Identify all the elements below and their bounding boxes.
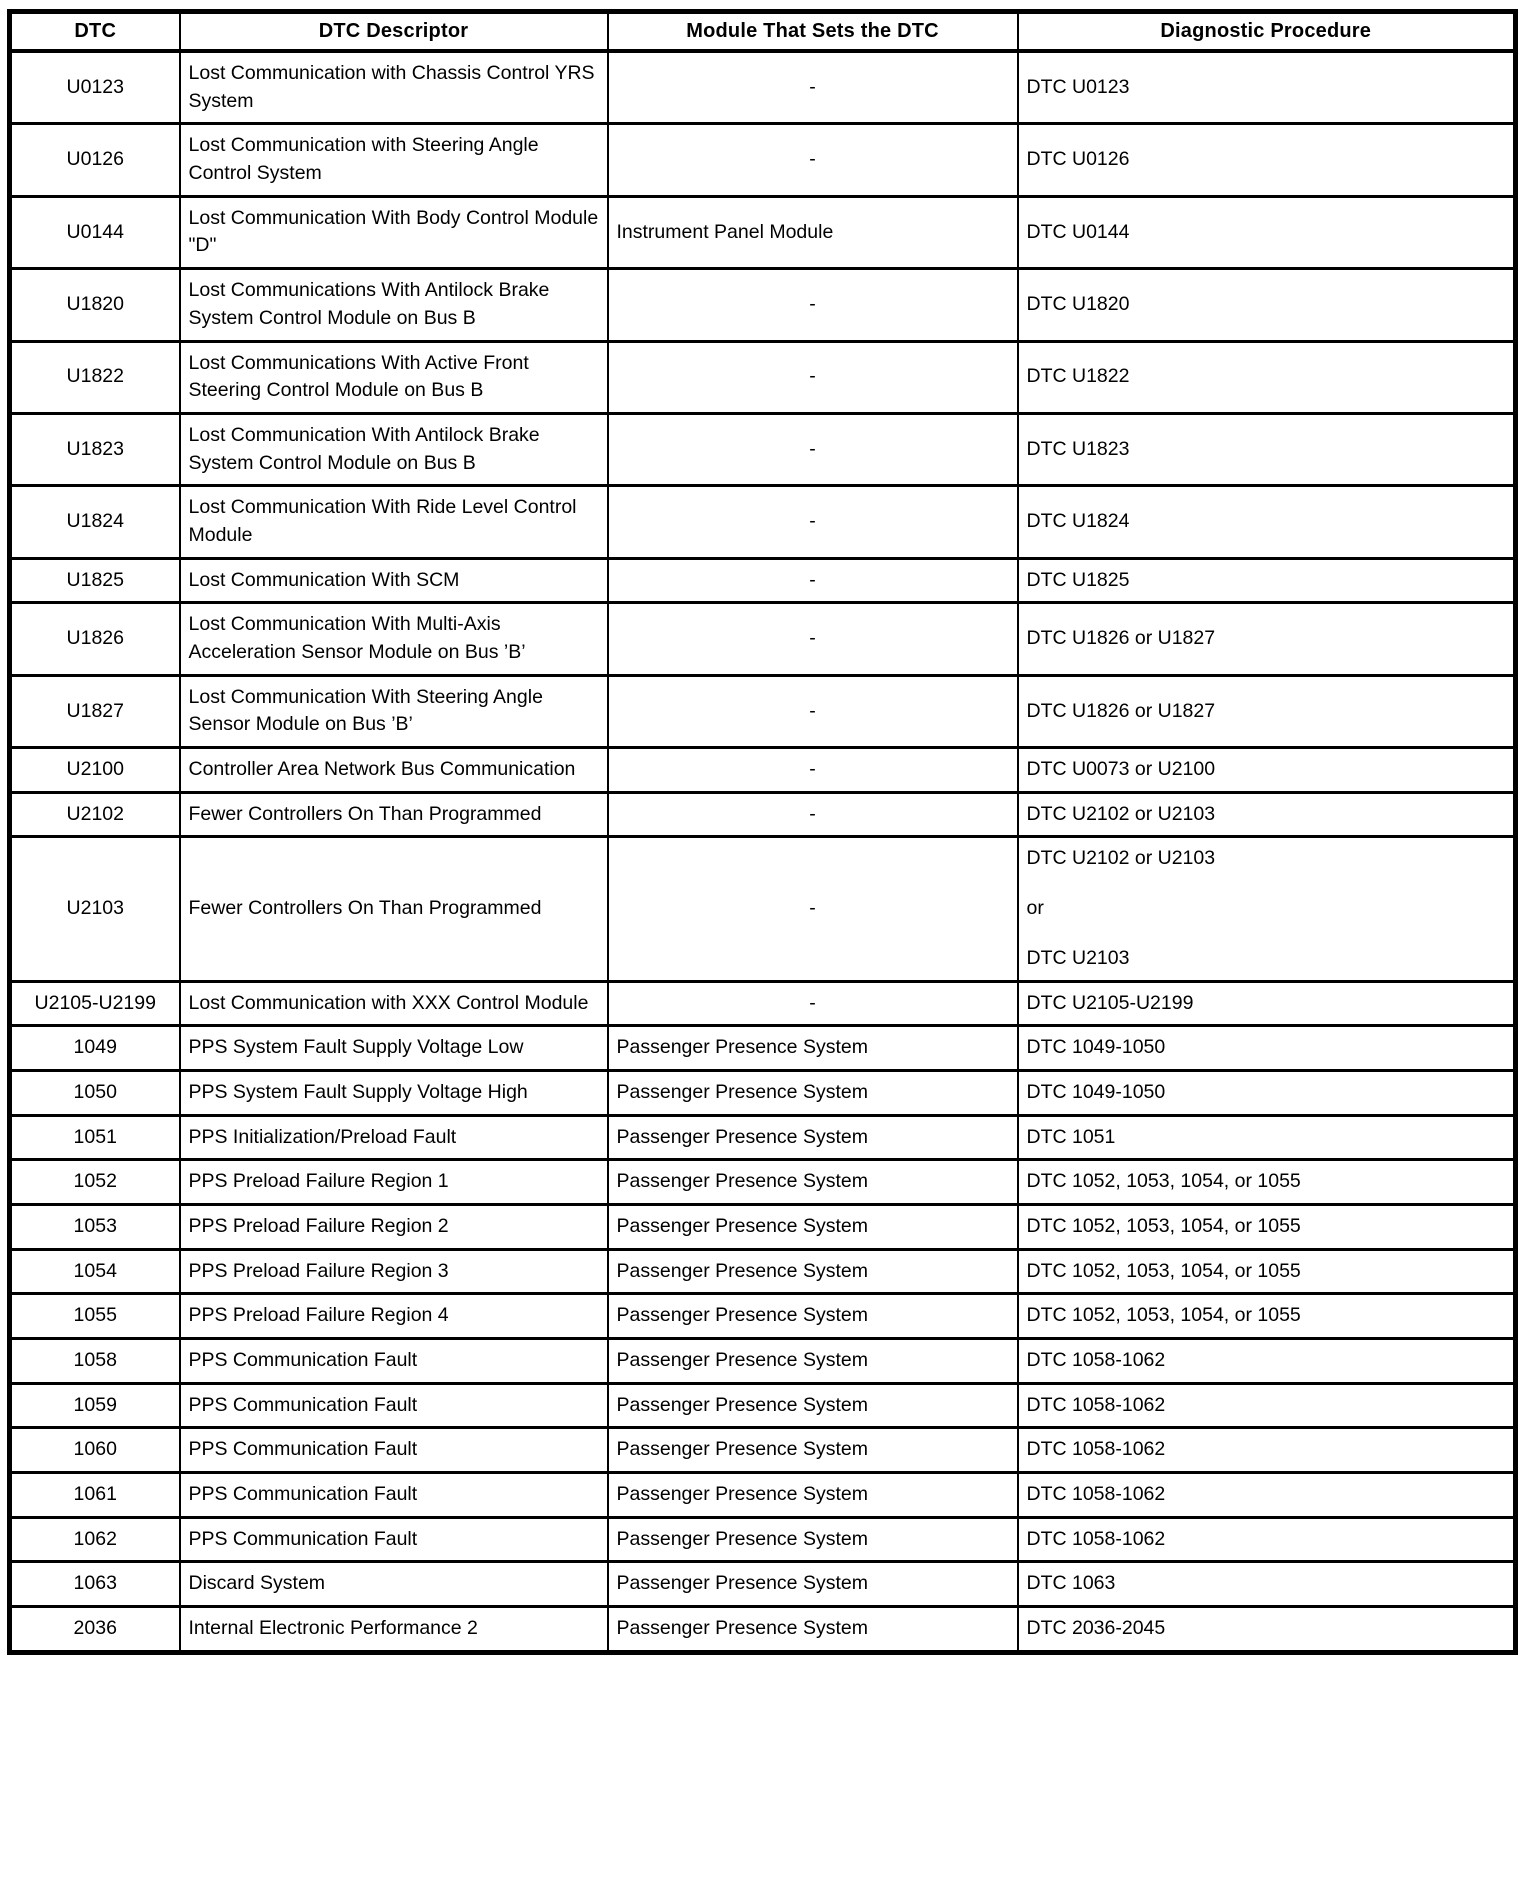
descriptor-cell: Internal Electronic Performance 2: [180, 1607, 608, 1653]
module-cell: Passenger Presence System: [608, 1115, 1018, 1160]
descriptor-cell: Lost Communication with Steering Angle Control System: [180, 124, 608, 196]
procedure-line: DTC U0073 or U2100: [1026, 758, 1216, 781]
dtc-cell: 1059: [10, 1383, 180, 1428]
module-cell: Passenger Presence System: [608, 1026, 1018, 1071]
table-row: [10, 1383, 1516, 1428]
procedure-line: DTC 1049-1050: [1026, 1080, 1166, 1103]
module-cell: Passenger Presence System: [608, 1339, 1018, 1384]
module-cell: Passenger Presence System: [608, 1070, 1018, 1115]
procedure-line: DTC U2102 or U2103: [1026, 802, 1216, 825]
table-row: [10, 1115, 1516, 1160]
dtc-cell: U0123: [10, 51, 180, 124]
module-cell: Passenger Presence System: [608, 1607, 1018, 1653]
table-row: [10, 748, 1516, 793]
descriptor-cell: Controller Area Network Bus Communication: [180, 748, 608, 793]
dtc-cell: U2100: [10, 748, 180, 793]
table-row: [10, 1070, 1516, 1115]
descriptor-cell: Lost Communications With Active Front Steering Control Module on Bus B: [180, 341, 608, 413]
table-row: [10, 124, 1516, 196]
descriptor-cell: Lost Communication with Chassis Control YRS System: [180, 51, 608, 124]
procedure-cell: [1018, 51, 1516, 124]
dtc-cell: U1826: [10, 603, 180, 675]
procedure-line: DTC U0144: [1026, 220, 1130, 243]
descriptor-cell: PPS Preload Failure Region 1: [180, 1160, 608, 1205]
dtc-cell: 1053: [10, 1204, 180, 1249]
descriptor-cell: PPS Communication Fault: [180, 1517, 608, 1562]
module-cell: Passenger Presence System: [608, 1383, 1018, 1428]
dtc-cell: U1825: [10, 558, 180, 603]
dtc-cell: 1060: [10, 1428, 180, 1473]
table-header: [10, 12, 1516, 52]
module-cell: -: [608, 558, 1018, 603]
procedure-line: DTC 1052, 1053, 1054, or 1055: [1026, 1214, 1301, 1237]
dtc-table: [7, 9, 1518, 1655]
descriptor-cell: Lost Communication With Multi-Axis Acceleration Sensor Module on Bus ’B’: [180, 603, 608, 675]
procedure-cell: [1018, 675, 1516, 747]
module-cell: -: [608, 837, 1018, 981]
table-row: [10, 413, 1516, 485]
module-cell: Instrument Panel Module: [608, 196, 1018, 268]
procedure-line: DTC U2102 or U2103: [1026, 847, 1216, 870]
column-header-module: Module That Sets the DTC: [608, 12, 1018, 52]
descriptor-cell: PPS Communication Fault: [180, 1428, 608, 1473]
procedure-cell: [1018, 1160, 1516, 1205]
module-cell: -: [608, 413, 1018, 485]
procedure-cell: [1018, 1562, 1516, 1607]
table-row: [10, 837, 1516, 981]
procedure-line: DTC 1063: [1026, 1572, 1116, 1595]
procedure-cell: [1018, 1249, 1516, 1294]
procedure-line: DTC U1825: [1026, 568, 1130, 591]
procedure-line: DTC U2103: [1026, 946, 1130, 969]
procedure-line: DTC U2105-U2199: [1026, 991, 1194, 1014]
table-row: [10, 675, 1516, 747]
module-cell: Passenger Presence System: [608, 1204, 1018, 1249]
descriptor-cell: PPS Preload Failure Region 4: [180, 1294, 608, 1339]
dtc-cell: 1063: [10, 1562, 180, 1607]
procedure-cell: [1018, 558, 1516, 603]
dtc-cell: U2105-U2199: [10, 981, 180, 1026]
procedure-line: DTC 1058-1062: [1026, 1483, 1166, 1506]
procedure-cell: [1018, 837, 1516, 981]
procedure-cell: [1018, 1607, 1516, 1653]
procedure-line: DTC U1824: [1026, 510, 1130, 533]
dtc-cell: 1061: [10, 1473, 180, 1518]
table-row: [10, 1160, 1516, 1205]
header-row: [10, 12, 1516, 52]
dtc-cell: U2103: [10, 837, 180, 981]
procedure-line: DTC U0126: [1026, 148, 1130, 171]
descriptor-cell: PPS Communication Fault: [180, 1473, 608, 1518]
descriptor-cell: Fewer Controllers On Than Programmed: [180, 792, 608, 837]
table-row: [10, 981, 1516, 1026]
dtc-cell: U1820: [10, 269, 180, 341]
descriptor-cell: PPS Preload Failure Region 3: [180, 1249, 608, 1294]
descriptor-cell: Fewer Controllers On Than Programmed: [180, 837, 608, 981]
procedure-cell: [1018, 196, 1516, 268]
module-cell: Passenger Presence System: [608, 1160, 1018, 1205]
column-header-dtc: DTC: [10, 12, 180, 52]
module-cell: Passenger Presence System: [608, 1428, 1018, 1473]
module-cell: -: [608, 51, 1018, 124]
column-header-procedure: Diagnostic Procedure: [1018, 12, 1516, 52]
dtc-cell: U1827: [10, 675, 180, 747]
dtc-cell: U0144: [10, 196, 180, 268]
dtc-cell: U1824: [10, 486, 180, 558]
descriptor-cell: Lost Communication With SCM: [180, 558, 608, 603]
module-cell: -: [608, 792, 1018, 837]
procedure-cell: [1018, 1204, 1516, 1249]
procedure-line: DTC U1823: [1026, 437, 1130, 460]
procedure-cell: [1018, 413, 1516, 485]
descriptor-cell: PPS Communication Fault: [180, 1383, 608, 1428]
module-cell: -: [608, 341, 1018, 413]
descriptor-cell: PPS System Fault Supply Voltage High: [180, 1070, 608, 1115]
procedure-line: DTC U1820: [1026, 292, 1130, 315]
procedure-line: DTC U0123: [1026, 75, 1130, 98]
procedure-line: DTC 1052, 1053, 1054, or 1055: [1026, 1170, 1301, 1193]
procedure-cell: [1018, 792, 1516, 837]
table-row: [10, 269, 1516, 341]
descriptor-cell: Discard System: [180, 1562, 608, 1607]
module-cell: Passenger Presence System: [608, 1517, 1018, 1562]
procedure-cell: [1018, 341, 1516, 413]
descriptor-cell: PPS System Fault Supply Voltage Low: [180, 1026, 608, 1071]
module-cell: -: [608, 675, 1018, 747]
table-row: [10, 1473, 1516, 1518]
column-header-descriptor: DTC Descriptor: [180, 12, 608, 52]
table-row: [10, 603, 1516, 675]
table-row: [10, 1204, 1516, 1249]
module-cell: -: [608, 486, 1018, 558]
dtc-cell: U2102: [10, 792, 180, 837]
descriptor-cell: PPS Communication Fault: [180, 1339, 608, 1384]
descriptor-cell: Lost Communication With Ride Level Control Module: [180, 486, 608, 558]
procedure-line: DTC U1822: [1026, 365, 1130, 388]
procedure-line: DTC 1051: [1026, 1125, 1116, 1148]
procedure-line: DTC 1052, 1053, 1054, or 1055: [1026, 1259, 1301, 1282]
descriptor-cell: PPS Initialization/Preload Fault: [180, 1115, 608, 1160]
descriptor-cell: Lost Communication with XXX Control Module: [180, 981, 608, 1026]
procedure-cell: [1018, 748, 1516, 793]
procedure-line: DTC U1826 or U1827: [1026, 627, 1216, 650]
procedure-line: DTC 1058-1062: [1026, 1527, 1166, 1550]
table-body: [10, 51, 1516, 1652]
procedure-line: DTC U1826 or U1827: [1026, 699, 1216, 722]
procedure-line: DTC 1058-1062: [1026, 1438, 1166, 1461]
descriptor-cell: PPS Preload Failure Region 2: [180, 1204, 608, 1249]
table-row: [10, 196, 1516, 268]
table-row: [10, 1026, 1516, 1071]
procedure-cell: [1018, 1294, 1516, 1339]
descriptor-cell: Lost Communications With Antilock Brake System Control Module on Bus B: [180, 269, 608, 341]
procedure-cell: [1018, 981, 1516, 1026]
dtc-cell: 2036: [10, 1607, 180, 1653]
module-cell: Passenger Presence System: [608, 1562, 1018, 1607]
table-row: [10, 1249, 1516, 1294]
procedure-cell: [1018, 1428, 1516, 1473]
procedure-cell: [1018, 1473, 1516, 1518]
procedure-line: DTC 2036-2045: [1026, 1617, 1166, 1640]
procedure-cell: [1018, 124, 1516, 196]
procedure-cell: [1018, 1115, 1516, 1160]
table-row: [10, 51, 1516, 124]
module-cell: -: [608, 124, 1018, 196]
procedure-cell: [1018, 603, 1516, 675]
dtc-cell: U1822: [10, 341, 180, 413]
table-row: [10, 1562, 1516, 1607]
module-cell: -: [608, 748, 1018, 793]
module-cell: -: [608, 269, 1018, 341]
dtc-cell: 1058: [10, 1339, 180, 1384]
procedure-line: DTC 1058-1062: [1026, 1393, 1166, 1416]
procedure-cell: [1018, 1070, 1516, 1115]
table-row: [10, 341, 1516, 413]
table-row: [10, 1517, 1516, 1562]
procedure-cell: [1018, 1383, 1516, 1428]
dtc-cell: 1054: [10, 1249, 180, 1294]
procedure-line: DTC 1052, 1053, 1054, or 1055: [1026, 1304, 1301, 1327]
table-row: [10, 558, 1516, 603]
procedure-cell: [1018, 1517, 1516, 1562]
procedure-line: or: [1026, 897, 1044, 920]
table-row: [10, 1339, 1516, 1384]
table-row: [10, 1294, 1516, 1339]
dtc-cell: 1051: [10, 1115, 180, 1160]
table-row: [10, 1607, 1516, 1653]
table-row: [10, 486, 1516, 558]
dtc-cell: 1062: [10, 1517, 180, 1562]
procedure-line: DTC 1049-1050: [1026, 1036, 1166, 1059]
dtc-cell: 1049: [10, 1026, 180, 1071]
table-row: [10, 1428, 1516, 1473]
descriptor-cell: Lost Communication With Antilock Brake System Control Module on Bus B: [180, 413, 608, 485]
dtc-cell: U0126: [10, 124, 180, 196]
procedure-cell: [1018, 486, 1516, 558]
procedure-cell: [1018, 1339, 1516, 1384]
dtc-cell: U1823: [10, 413, 180, 485]
descriptor-cell: Lost Communication With Steering Angle Sensor Module on Bus ’B’: [180, 675, 608, 747]
procedure-line: DTC 1058-1062: [1026, 1349, 1166, 1371]
module-cell: -: [608, 603, 1018, 675]
module-cell: -: [608, 981, 1018, 1026]
descriptor-cell: Lost Communication With Body Control Module "D": [180, 196, 608, 268]
module-cell: Passenger Presence System: [608, 1249, 1018, 1294]
procedure-cell: [1018, 1026, 1516, 1071]
dtc-cell: 1050: [10, 1070, 180, 1115]
table-row: [10, 792, 1516, 837]
procedure-cell: [1018, 269, 1516, 341]
dtc-cell: 1052: [10, 1160, 180, 1205]
module-cell: Passenger Presence System: [608, 1473, 1018, 1518]
dtc-cell: 1055: [10, 1294, 180, 1339]
module-cell: Passenger Presence System: [608, 1294, 1018, 1339]
